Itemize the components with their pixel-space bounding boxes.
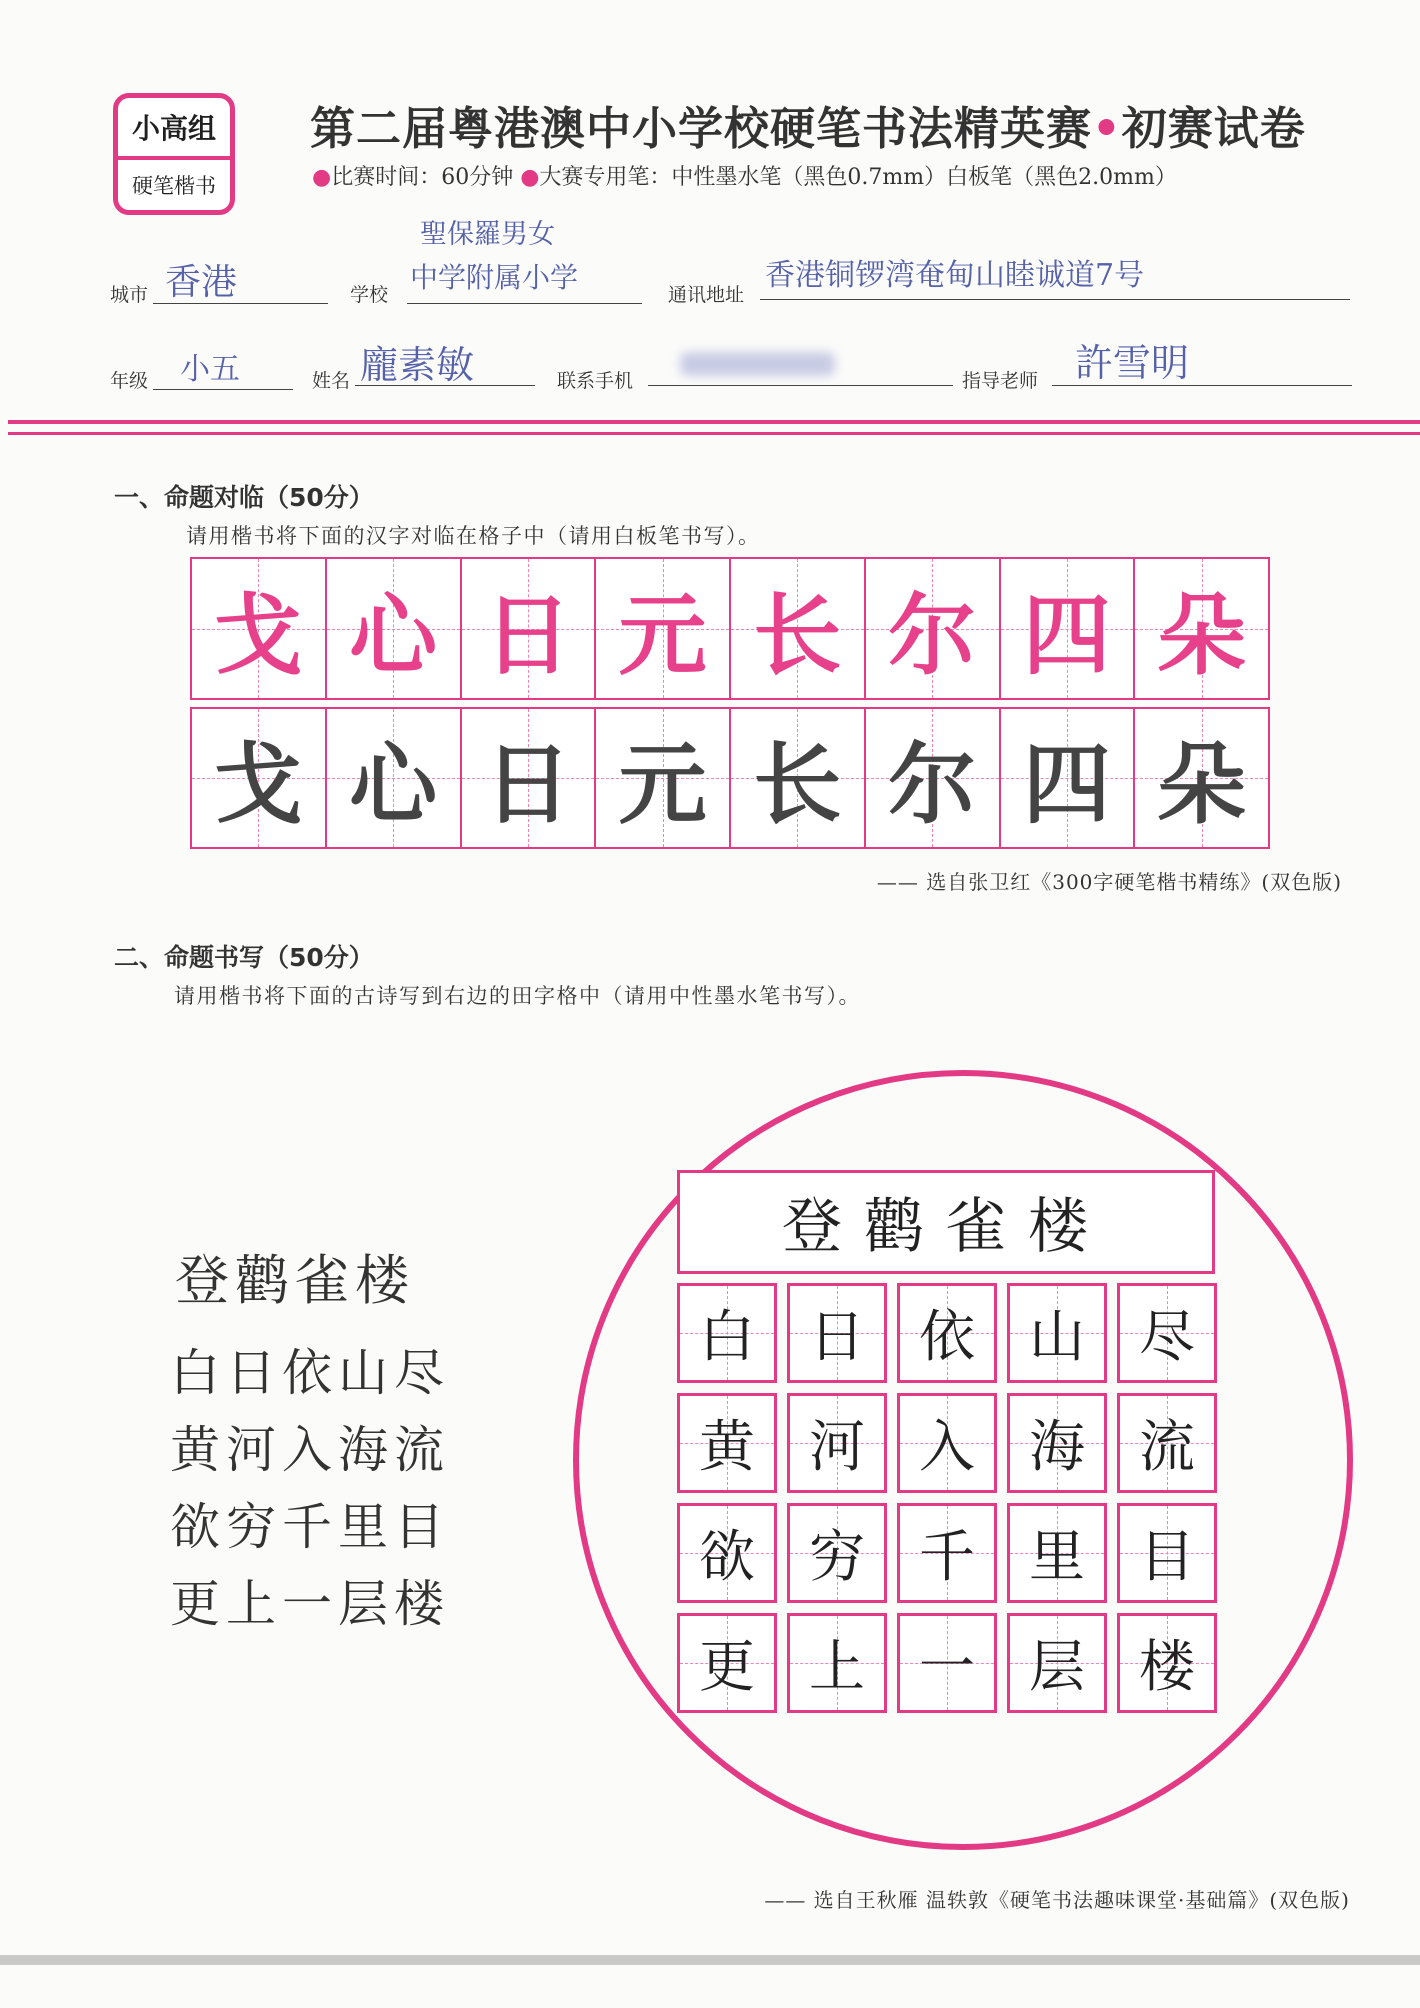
- address-label: 通讯地址: [668, 284, 745, 306]
- tianzige-cell[interactable]: [677, 1503, 777, 1603]
- tianzige-cell[interactable]: [787, 1283, 887, 1383]
- copy-cell[interactable]: [729, 709, 864, 847]
- copied-char: 戈: [214, 732, 303, 836]
- written-char: 入: [919, 1415, 975, 1480]
- model-char: 尔: [888, 582, 977, 687]
- teacher-label: 指导老师: [962, 370, 1039, 392]
- group-badge: [113, 93, 235, 215]
- written-char: 尽: [1139, 1305, 1195, 1370]
- section2-source: —— 选自王秋雁 温轶敦《硬笔书法趣味课堂·基础篇》(双色版): [764, 1888, 1350, 1912]
- phone-label: 联系手机: [557, 370, 634, 392]
- poem-line: 白日依山尽: [170, 1344, 450, 1402]
- badge-group: 小高组: [118, 98, 230, 160]
- model-cell: [460, 559, 595, 698]
- grade-underline: [153, 389, 293, 390]
- copy-cell[interactable]: [1133, 709, 1268, 847]
- tianzige-cell[interactable]: [897, 1613, 997, 1713]
- written-char: 白: [699, 1305, 755, 1370]
- copied-char: 尔: [888, 732, 977, 836]
- tianzige-cell[interactable]: [787, 1613, 887, 1713]
- model-cell: [999, 559, 1134, 698]
- copy-cell[interactable]: [192, 709, 325, 847]
- tianzige-cell[interactable]: [787, 1503, 887, 1603]
- name-label: 姓名: [312, 370, 351, 392]
- written-title: 登鹳雀楼: [782, 1192, 1110, 1262]
- school-underline: [407, 303, 642, 304]
- tianzige-cell[interactable]: [1117, 1393, 1217, 1493]
- model-char: 戈: [214, 582, 303, 687]
- tianzige-cell[interactable]: [1117, 1283, 1217, 1383]
- school-label: 学校: [350, 284, 389, 306]
- section1-instruction: 请用楷书将下面的汉字对临在格子中（请用白板笔书写）。: [186, 524, 761, 548]
- teacher-value[interactable]: 許雪明: [1075, 341, 1190, 385]
- title-suffix: 初赛试卷: [1121, 102, 1306, 155]
- school-value-line2[interactable]: 中学附属小学: [410, 261, 579, 294]
- tianzige-cell[interactable]: [897, 1283, 997, 1383]
- model-grid: [190, 557, 1270, 700]
- copied-char: 朵: [1157, 732, 1246, 836]
- written-char: 层: [1029, 1635, 1085, 1700]
- copied-char: 日: [483, 732, 572, 836]
- copy-cell[interactable]: [460, 709, 595, 847]
- model-cell: [192, 559, 325, 698]
- written-char: 流: [1139, 1415, 1195, 1480]
- written-char: 穷: [809, 1525, 865, 1590]
- model-cell: [594, 559, 729, 698]
- title-main: 第二届粤港澳中小学校硬笔书法精英赛: [310, 102, 1093, 155]
- copy-cell[interactable]: [864, 709, 999, 847]
- written-title-box[interactable]: [677, 1170, 1215, 1274]
- section1-title: 一、命题对临（50分）: [114, 483, 374, 512]
- tianzige-grid: [677, 1283, 1217, 1713]
- tianzige-cell[interactable]: [787, 1393, 887, 1493]
- divider-band: [8, 420, 1420, 424]
- copied-char: 长: [753, 732, 842, 836]
- page-title: [310, 92, 1306, 157]
- city-value[interactable]: 香港: [165, 262, 238, 303]
- written-char: 一: [919, 1635, 975, 1700]
- copy-cell[interactable]: [999, 709, 1134, 847]
- grade-value[interactable]: 小五: [180, 352, 240, 387]
- model-char: 朵: [1157, 582, 1246, 687]
- tianzige-cell[interactable]: [897, 1393, 997, 1493]
- tianzige-cell[interactable]: [677, 1613, 777, 1713]
- tianzige-cell[interactable]: [1007, 1393, 1107, 1493]
- address-underline: [760, 299, 1350, 300]
- tianzige-cell[interactable]: [1117, 1613, 1217, 1713]
- written-char: 目: [1139, 1525, 1195, 1590]
- bottom-band: [0, 1955, 1420, 1965]
- written-char: 山: [1029, 1305, 1085, 1370]
- divider-band: [8, 432, 1420, 435]
- poem-title: 登鹳雀楼: [175, 1249, 415, 1312]
- copied-char: 元: [618, 732, 707, 836]
- name-value[interactable]: 龐素敏: [360, 343, 475, 387]
- copied-char: 四: [1022, 732, 1111, 836]
- bullet-icon: ●: [312, 165, 332, 190]
- model-cell: [729, 559, 864, 698]
- tianzige-cell[interactable]: [1007, 1613, 1107, 1713]
- phone-underline: [648, 385, 953, 386]
- poem-line: 更上一层楼: [170, 1575, 450, 1633]
- model-cell: [1133, 559, 1268, 698]
- exam-info: [312, 160, 1177, 191]
- phone-redacted: [680, 352, 835, 376]
- model-char: 日: [483, 582, 572, 687]
- written-char: 欲: [699, 1525, 755, 1590]
- grade-label: 年级: [110, 370, 149, 392]
- tianzige-cell[interactable]: [897, 1503, 997, 1603]
- tianzige-cell[interactable]: [1117, 1503, 1217, 1603]
- bullet-icon: ●: [520, 165, 540, 190]
- model-char: 元: [618, 582, 707, 687]
- section2-instruction: 请用楷书将下面的古诗写到右边的田字格中（请用中性墨水笔书写）。: [174, 984, 861, 1008]
- written-char: 更: [699, 1635, 755, 1700]
- time-text: 比赛时间：60分钟: [331, 165, 514, 190]
- written-char: 海: [1029, 1415, 1085, 1480]
- section2-title: 二、命题书写（50分）: [114, 943, 374, 972]
- badge-category: 硬笔楷书: [132, 173, 216, 198]
- model-cell: [864, 559, 999, 698]
- copy-cell[interactable]: [594, 709, 729, 847]
- written-char: 千: [919, 1525, 975, 1590]
- written-char: 依: [919, 1305, 975, 1370]
- city-label: 城市: [110, 284, 149, 306]
- title-dot: •: [1092, 102, 1122, 155]
- address-value[interactable]: 香港铜锣湾奄甸山睦诚道7号: [765, 258, 1145, 293]
- section1-source: —— 选自张卫红《300字硬笔楷书精练》(双色版): [876, 870, 1342, 894]
- written-char: 河: [809, 1415, 865, 1480]
- written-char: 黄: [699, 1415, 755, 1480]
- copied-char: 心: [349, 732, 438, 836]
- copy-grid: [190, 707, 1270, 849]
- written-char: 上: [809, 1635, 865, 1700]
- model-char: 长: [753, 582, 842, 687]
- poem-line: 黄河入海流: [170, 1421, 450, 1479]
- tianzige-cell[interactable]: [1007, 1503, 1107, 1603]
- pen-text: 大赛专用笔：中性墨水笔（黑色0.7mm）白板笔（黑色2.0mm）: [539, 165, 1177, 190]
- tianzige-cell[interactable]: [677, 1283, 777, 1383]
- written-char: 楼: [1139, 1635, 1195, 1700]
- model-char: 心: [349, 582, 438, 687]
- written-char: 里: [1029, 1525, 1085, 1590]
- poem-line: 欲穷千里目: [170, 1498, 450, 1556]
- written-char: 日: [809, 1305, 865, 1370]
- model-cell: [325, 559, 460, 698]
- model-char: 四: [1022, 582, 1111, 687]
- tianzige-cell[interactable]: [677, 1393, 777, 1493]
- copy-cell[interactable]: [325, 709, 460, 847]
- tianzige-cell[interactable]: [1007, 1283, 1107, 1383]
- school-value-line1[interactable]: 聖保羅男女: [420, 219, 555, 250]
